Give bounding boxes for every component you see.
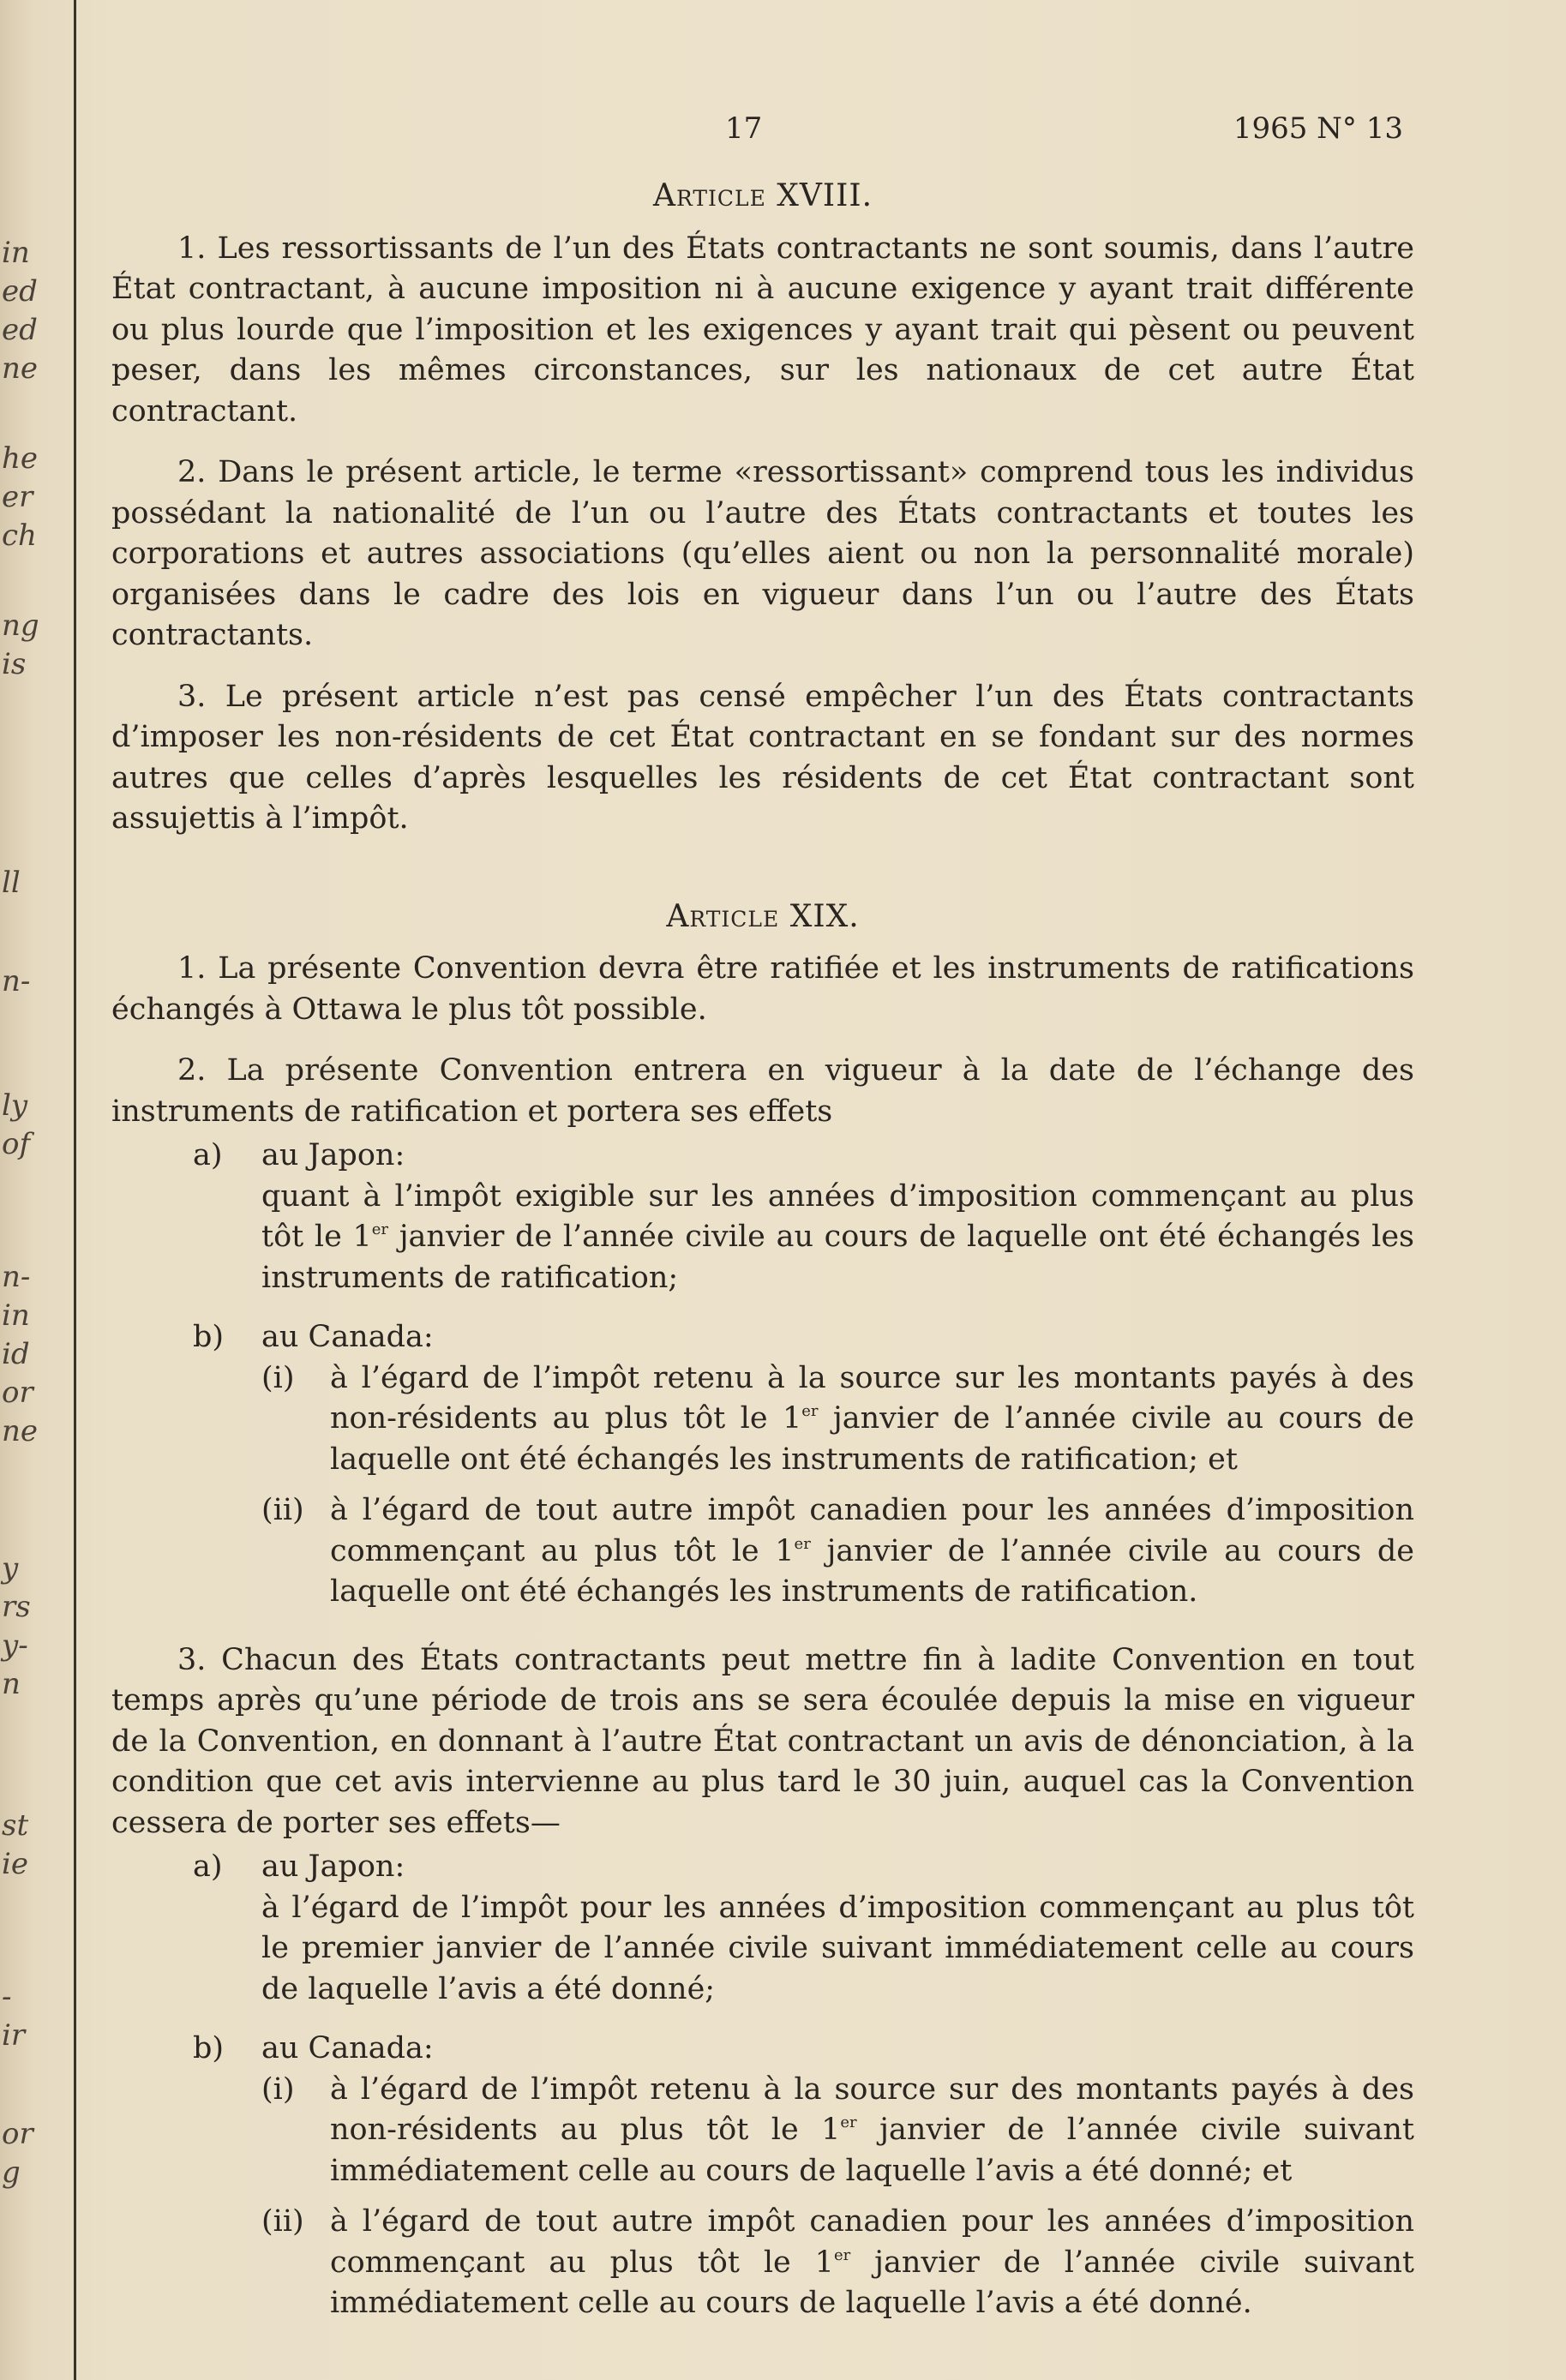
margin-fragment: y-	[2, 1628, 28, 1663]
margin-fragment: n-	[2, 964, 31, 998]
margin-fragment: n	[2, 1667, 21, 1701]
article-18-paragraph-3: 3. Le présent article n’est pas censé empêcher l’un des États contractants d’imposer les non-résidents de cet État contractant en se fondant sur des normes autres que celles d’après lesquelles les résidents de cet État contractant sont assujettis à l’impôt.	[111, 679, 1414, 836]
margin-fragment: ne	[2, 351, 39, 386]
margin-fragment: ed	[2, 274, 38, 309]
item-heading: au Canada:	[261, 2031, 434, 2065]
article-19-3b-i: (i) à l’égard de l’impôt retenu à la source sur des montants payés à des non-résidents au plus tôt le 1er janvier de l’année civile suivant immédiatement celle au cours de laquelle l’avis a été donné; et	[111, 2070, 1414, 2203]
article-19-2b-i: (i) à l’égard de l’impôt retenu à la source sur les montants payés à des non-résidents au plus tôt le 1er janvier de l’année civile au cours de laquelle ont été échangés les instruments de ratification; et	[111, 1358, 1414, 1491]
item-label: b)	[193, 1320, 225, 1354]
margin-fragment: n-	[2, 1260, 31, 1294]
issue-number: 1965 N° 13	[1233, 111, 1403, 146]
margin-fragment: in	[2, 1298, 30, 1333]
page-number: 17	[725, 111, 763, 146]
article-19-paragraph-3: 3. Chacun des États contractants peut mettre fin à ladite Convention en tout temps après qu’une période de trois ans se sera écoulée depuis la mise en vigueur de la Convention, en donnant à l’autre État contractant un avis de dénonciation, à la condition que cet avis intervienne au plus tard le 30 juin, auquel cas la Convention cessera de porter ses effets—	[111, 1642, 1414, 1840]
article-19-2a-body: quant à l’impôt exigible sur les années d’imposition commençant au plus tôt le 1er janvier de l’année civile au cours de laquelle ont été échangés les instruments de ratification;	[261, 1178, 1414, 1295]
margin-fragment: of	[2, 1127, 31, 1161]
margin-fragment: -	[2, 1980, 12, 2014]
article-19-2a	[111, 1136, 1414, 1177]
item-heading: au Japon:	[261, 1138, 405, 1172]
article-19-3b	[111, 2029, 1414, 2070]
item-heading: au Canada:	[261, 1320, 434, 1354]
margin-fragment: ly	[2, 1088, 28, 1123]
article-18-title: Article XVIII.	[652, 178, 873, 213]
article-18-paragraph-1: 1. Les ressortissants de l’un des États contractants ne sont soumis, dans l’autre État contractant, à aucune imposition ni à aucune exigence y ayant trait différente ou plus lourde que l’imposition et les exigences y ayant trait qui pèsent ou peuvent peser, dans les mêmes circonstances, sur les nationaux de cet autre État contractant.	[111, 231, 1414, 429]
margin-fragment: he	[2, 441, 39, 476]
margin-fragment: er	[2, 480, 33, 514]
item-label: a)	[193, 1849, 223, 1884]
article-19-2b-ii: (ii) à l’égard de tout autre impôt canadien pour les années d’imposition commençant au plus tôt le 1er janvier de l’année civile au cours de laquelle ont été échangés les instruments de ratification.	[111, 1490, 1414, 1623]
margin-fragment: ed	[2, 313, 38, 347]
article-19-title: Article XIX.	[666, 898, 860, 934]
margin-fragments	[0, 0, 69, 2380]
article-18-paragraph-2: 2. Dans le présent article, le terme «ressortissant» comprend tous les individus possédant la nationalité de l’un ou l’autre des États contractants et toutes les corporations et autres associations (qu’elles aient ou non la personnalité morale) organisées dans le cadre des lois en vigueur dans l’un ou l’autre des États contractants.	[111, 455, 1414, 652]
article-19-3a	[111, 1847, 1414, 1888]
article-19-paragraph-1: 1. La présente Convention devra être ratifiée et les instruments de ratifications échangés à Ottawa le plus tôt possible.	[111, 951, 1414, 1027]
margin-fragment: or	[2, 1376, 33, 1410]
margin-fragment: in	[2, 236, 30, 270]
article-19-paragraph-2: 2. La présente Convention entrera en vigueur à la date de l’échange des instruments de ratification et portera ses effets	[111, 1053, 1414, 1129]
document-body	[111, 176, 1414, 2335]
margin-fragment: rs	[2, 1590, 31, 1624]
article-19-3a-body: à l’égard de l’impôt pour les années d’imposition commençant au plus tôt le premier janvier de l’année civile suivant immédiatement celle au cours de laquelle l’avis a été donné;	[261, 1890, 1414, 2006]
margin-fragment: id	[2, 1337, 30, 1371]
margin-fragment: ll	[2, 866, 21, 900]
item-label: (ii)	[261, 1493, 304, 1527]
margin-fragment: ng	[2, 608, 39, 643]
margin-fragment: or	[2, 2117, 33, 2151]
item-label: a)	[193, 1138, 223, 1172]
margin-fragment: is	[2, 647, 27, 681]
margin-fragment: st	[2, 1808, 29, 1843]
article-19-3b-ii: (ii) à l’égard de tout autre impôt canadien pour les années d’imposition commençant au plus tôt le 1er janvier de l’année civile suivant immédiatement celle au cours de laquelle l’avis a été donné.	[111, 2202, 1414, 2335]
item-label: (i)	[261, 1360, 295, 1395]
margin-fragment: g	[2, 2155, 21, 2190]
item-label: (ii)	[261, 2204, 304, 2239]
margin-fragment: ir	[2, 2018, 26, 2053]
item-heading: au Japon:	[261, 1849, 405, 1884]
page-header	[0, 111, 1566, 154]
item-label: (i)	[261, 2071, 295, 2107]
item-label: b)	[193, 2031, 225, 2065]
binding-gutter	[74, 0, 76, 2380]
margin-fragment: ne	[2, 1414, 39, 1448]
margin-fragment: ie	[2, 1847, 28, 1881]
margin-fragment: ch	[2, 519, 37, 553]
article-19-2b	[111, 1317, 1414, 1358]
margin-fragment: y	[2, 1551, 19, 1586]
